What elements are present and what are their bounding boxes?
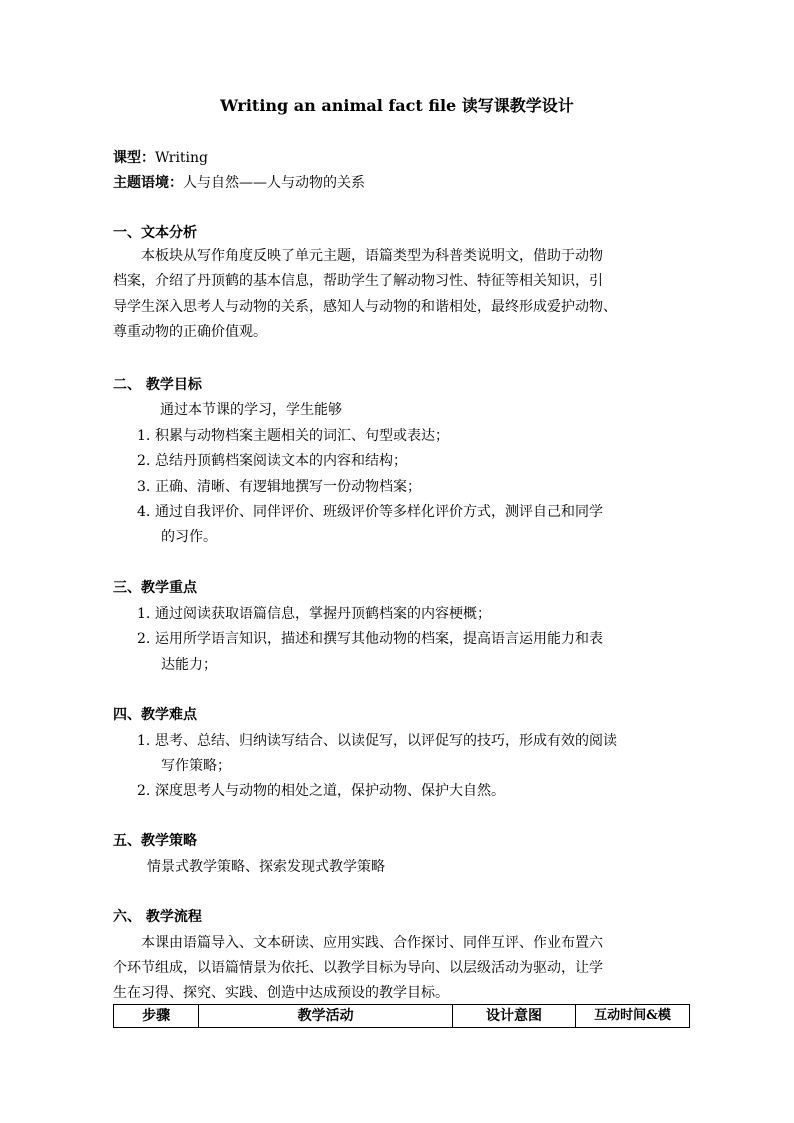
teaching-process-table (113, 1004, 690, 1028)
list-number: 1. (137, 733, 151, 749)
list-item-continuation: 写作策略； (161, 758, 231, 774)
goals-intro: 通过本节课的学习，学生能够 (160, 402, 342, 418)
list-number: 1. (137, 428, 151, 444)
list-item (137, 604, 491, 624)
paragraph-line: 本板块从写作角度反映了单元主题，语篇类型为科普类说明文，借助于动物 (141, 248, 603, 264)
section-heading-teaching-goals: 二、 教学目标 (113, 377, 202, 393)
course-type-label: 课型： (113, 150, 155, 166)
list-number: 1. (137, 606, 151, 622)
section-heading-teaching-process: 六、 教学流程 (113, 909, 202, 925)
list-number: 4. (137, 504, 151, 520)
list-number: 2. (137, 453, 151, 469)
paragraph-line: 个环节组成，以语篇情景为依托、以教学目标为导向、以层级活动为驱动，让学 (113, 960, 603, 976)
list-text: 总结丹顶鹤档案阅读文本的内容和结构； (155, 453, 407, 469)
theme-label: 主题语境： (113, 175, 183, 191)
document-title: Writing an animal fact file 读写课教学设计 (220, 96, 574, 115)
list-item (137, 502, 603, 522)
paragraph-line: 生在习得、探究、实践、创造中达成预设的教学目标。 (113, 985, 449, 1001)
list-text: 正确、清晰、有逻辑地撰写一份动物档案； (155, 479, 421, 495)
list-item-continuation: 达能力； (161, 657, 217, 673)
theme-line (113, 173, 365, 193)
table-header-row (114, 1005, 690, 1028)
list-text: 积累与动物档案主题相关的词汇、句型或表达； (155, 428, 449, 444)
theme-value: 人与自然——人与动物的关系 (183, 175, 365, 191)
section-heading-difficulties: 四、教学难点 (113, 707, 197, 723)
list-text: 运用所学语言知识，描述和撰写其他动物的档案，提高语言运用能力和表 (155, 631, 603, 647)
list-text: 思考、总结、归纳读写结合、以读促写，以评促写的技巧，形成有效的阅读 (155, 733, 617, 749)
course-type-line (113, 148, 208, 168)
list-number: 2. (137, 783, 151, 799)
header-teaching-activity: 教学活动 (199, 1005, 453, 1028)
list-item (137, 451, 407, 471)
list-text: 通过自我评价、同伴评价、班级评价等多样化评价方式，测评自己和同学 (155, 504, 603, 520)
list-number: 2. (137, 631, 151, 647)
paragraph-line: 导学生深入思考人与动物的关系，感知人与动物的和谐相处，最终形成爱护动物、 (113, 299, 617, 315)
list-item (137, 426, 449, 446)
list-item (137, 781, 505, 801)
section-heading-strategies: 五、教学策略 (113, 833, 197, 849)
course-type-value: Writing (155, 150, 209, 166)
list-item (137, 731, 617, 751)
header-design-intent: 设计意图 (453, 1005, 576, 1028)
list-item (137, 477, 421, 497)
strategies-text: 情景式教学策略、探索发现式教学策略 (147, 859, 385, 875)
section-heading-key-points: 三、教学重点 (113, 580, 197, 596)
paragraph-line: 本课由语篇导入、文本研读、应用实践、合作探讨、同伴互评、作业布置六 (141, 935, 603, 951)
list-number: 3. (137, 479, 151, 495)
section-heading-text-analysis: 一、文本分析 (113, 225, 197, 241)
paragraph-line: 档案，介绍了丹顶鹤的基本信息，帮助学生了解动物习性、特征等相关知识，引 (113, 273, 603, 289)
list-text: 深度思考人与动物的相处之道，保护动物、保护大自然。 (155, 783, 505, 799)
list-text: 通过阅读获取语篇信息，掌握丹顶鹤档案的内容梗概； (155, 606, 491, 622)
list-item-continuation: 的习作。 (161, 529, 217, 545)
paragraph-line: 尊重动物的正确价值观。 (113, 324, 267, 340)
list-item (137, 629, 603, 649)
header-interaction-time: 互动时间&模 (575, 1005, 689, 1028)
header-step: 步骤 (114, 1005, 199, 1028)
